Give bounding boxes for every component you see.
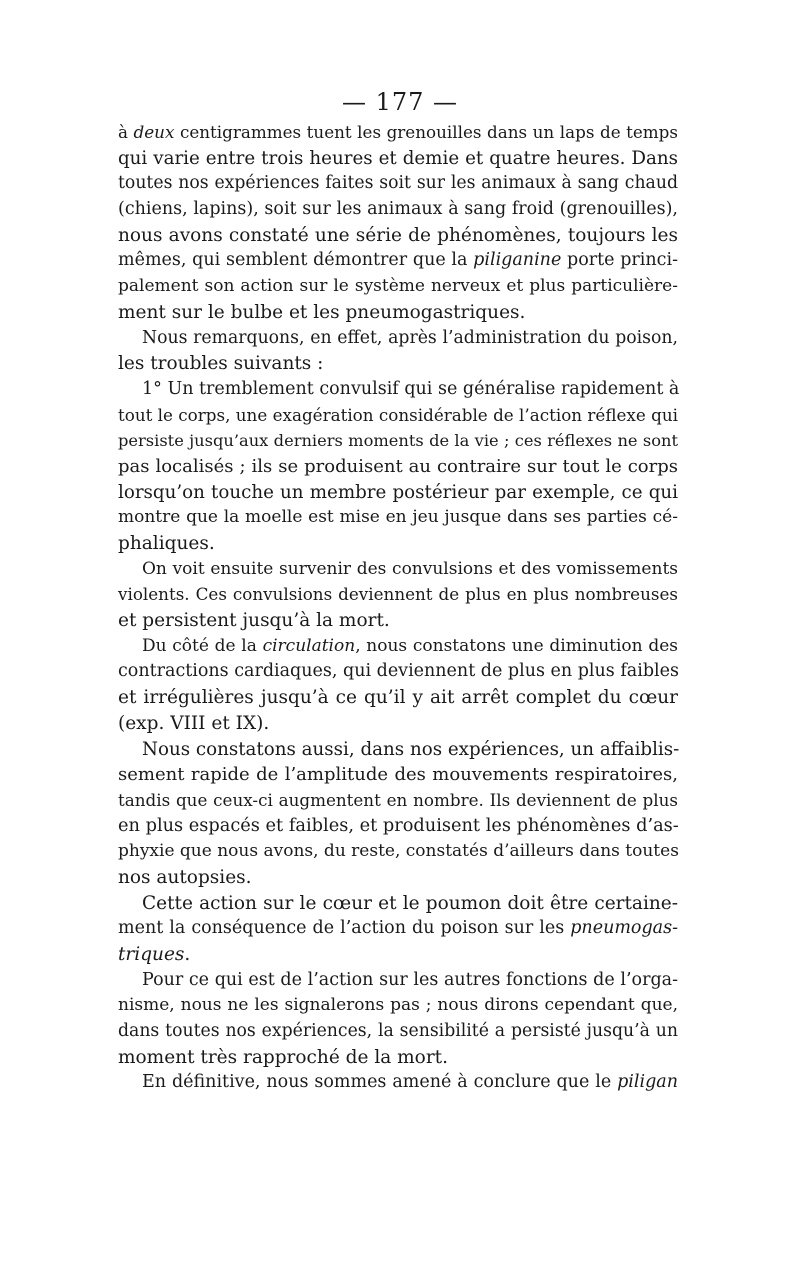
text-line [118, 326, 678, 352]
text-line [118, 839, 678, 865]
page-number: — 177 — [341, 88, 459, 116]
text-span: 1° Un tremblement convulsif qui se généralise rapidement à [142, 378, 680, 399]
text-line [118, 891, 678, 917]
text-line [118, 711, 678, 737]
text-span: Cette action sur le cœur et le poumon doit être certaine- [142, 892, 678, 914]
text-line [118, 685, 678, 711]
text-line [118, 557, 678, 583]
text-line [118, 1045, 678, 1071]
text-line [118, 403, 678, 429]
text-span: Du côté de la [142, 635, 263, 656]
text-span: et persistent jusqu’à la mort. [118, 610, 390, 632]
text-span: Pour ce qui est de l’action sur les autres fonctions de l’orga- [142, 969, 678, 990]
text-span: lorsqu’on touche un membre postérieur par exemple, ce qui [118, 481, 678, 503]
text-span: toutes nos expériences faites soit sur les animaux à sang chaud [118, 173, 678, 194]
text-span: pas localisés ; ils se produisent au contraire sur tout le corps [118, 455, 678, 477]
text-span: tout le corps, une exagération considérable de l’action réflexe qui [118, 404, 678, 425]
text-line [118, 788, 678, 814]
text-line [118, 248, 678, 274]
text-line [118, 942, 678, 968]
italic-text: deux [133, 122, 175, 142]
text-span: On voit ensuite survenir des convulsions et des vomissements [142, 558, 678, 579]
italic-text: piligan [617, 1072, 678, 1093]
text-span: Nous constatons aussi, dans nos expériences, un affaiblis- [142, 738, 680, 760]
text-line [118, 1019, 678, 1045]
text-line [118, 608, 678, 634]
text-line [118, 197, 678, 223]
body-text [118, 120, 678, 1096]
text-span: , nous constatons une diminution des [355, 635, 678, 656]
text-line [118, 377, 678, 403]
text-line [118, 223, 678, 249]
text-line [118, 505, 678, 531]
text-span: violents. Ces convulsions deviennent de plus en plus nombreuses [118, 584, 678, 605]
text-span: (chiens, lapins), soit sur les animaux à sang froid (grenouilles), [118, 199, 678, 220]
text-span: les troubles suivants : [118, 353, 324, 375]
text-line [118, 968, 678, 994]
text-line [118, 1070, 678, 1096]
text-span: montre que la moelle est mise en jeu jusque dans ses parties cé- [118, 507, 678, 528]
text-line [118, 865, 678, 891]
text-line [118, 120, 678, 146]
text-span: qui varie entre trois heures et demie et quatre heures. Dans [118, 147, 678, 169]
text-span: palement son action sur le système nerveux et plus particulière- [118, 276, 678, 297]
text-span: En définitive, nous sommes amené à conclure que le [142, 1072, 618, 1093]
text-span: moment très rapproché de la mort. [118, 1046, 448, 1068]
text-span: sement rapide de l’amplitude des mouvements respiratoires, [118, 764, 678, 786]
text-line [118, 531, 678, 557]
text-span: à [118, 122, 134, 142]
text-span: ment la conséquence de l’action du poison sur les [118, 918, 571, 939]
italic-text: pneumogas- [570, 918, 678, 939]
text-line [118, 916, 678, 942]
text-span: et irrégulières jusqu’à ce qu’il y ait arrêt complet du cœur [118, 687, 678, 709]
text-span: phyxie que nous avons, du reste, constatés d’ailleurs dans toutes [118, 841, 679, 862]
text-line [118, 454, 678, 480]
text-span: persiste jusqu’aux derniers moments de la vie ; ces réflexes ne sont [118, 431, 678, 451]
text-line [118, 146, 678, 172]
italic-text: circulation [262, 635, 356, 656]
text-line [118, 814, 678, 840]
text-span: dans toutes nos expériences, la sensibilité a persisté jusqu’à un [118, 1021, 678, 1042]
text-span: porte princi- [561, 250, 678, 271]
text-line [118, 659, 678, 685]
text-line [118, 993, 678, 1019]
text-line [118, 582, 678, 608]
text-span: contractions cardiaques, qui deviennent de plus en plus faibles [118, 661, 679, 682]
italic-text: triques [118, 944, 185, 965]
text-line [118, 428, 678, 454]
text-line [118, 300, 678, 326]
text-line [118, 351, 678, 377]
text-line [118, 480, 678, 506]
text-line [118, 737, 678, 763]
text-line [118, 634, 678, 660]
text-line [118, 171, 678, 197]
text-span: nisme, nous ne les signalerons pas ; nous dirons cependant que, [118, 995, 678, 1016]
text-span: Nous remarquons, en effet, après l’administration du poison, [142, 327, 678, 348]
text-span: (exp. VIII et IX). [118, 712, 270, 734]
text-span: nos autopsies. [118, 866, 252, 888]
text-span: centigrammes tuent les grenouilles dans un laps de temps [174, 122, 679, 142]
text-span: nous avons constaté une série de phénomènes, toujours les [118, 224, 678, 246]
text-span: ment sur le bulbe et les pneumogastriques. [118, 301, 526, 323]
text-span: mêmes, qui semblent démontrer que la [118, 250, 474, 271]
text-span: . [184, 944, 191, 965]
italic-text: piliganine [473, 250, 562, 271]
text-span: tandis que ceux-ci augmentent en nombre. Ils deviennent de plus [118, 789, 678, 810]
text-line [118, 274, 678, 300]
text-span: en plus espacés et faibles, et produisent les phénomènes d’as- [118, 815, 679, 836]
text-line [118, 762, 678, 788]
text-span: phaliques. [118, 533, 215, 554]
